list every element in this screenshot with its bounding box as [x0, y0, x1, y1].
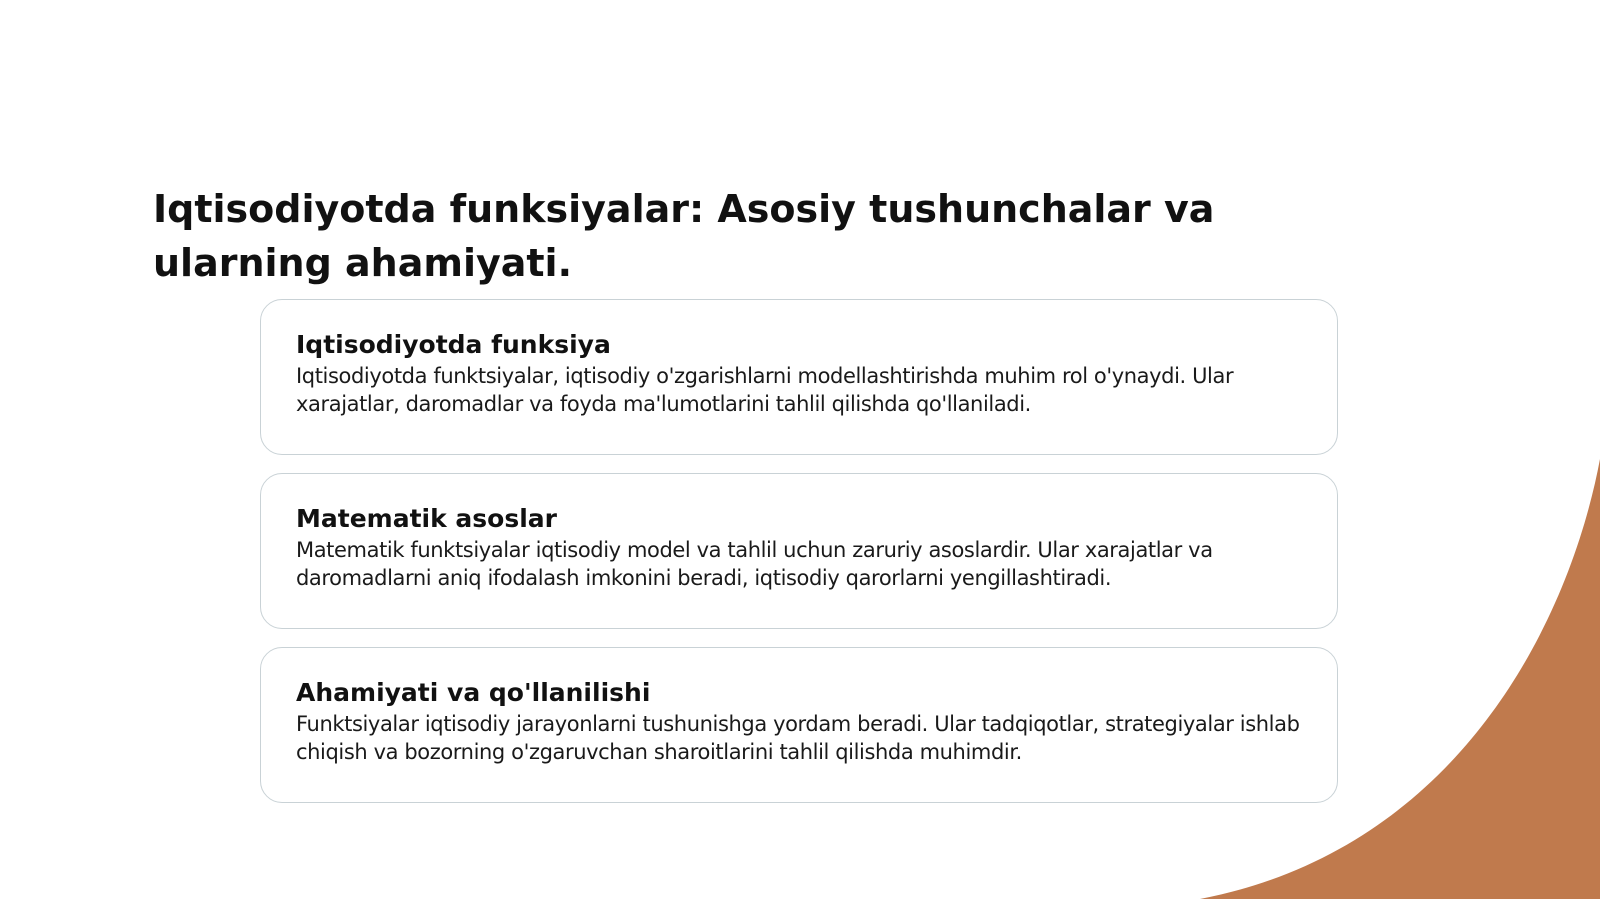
card-text: Matematik funktsiyalar iqtisodiy model va tahlil uchun zaruriy asoslardir. Ular xarajatlar va daromadlarni aniq ifodalash imkonini beradi, iqtisodiy qarorlarni yengillashtiradi. [296, 538, 1213, 590]
card-title: Ahamiyati va qo'llanilishi [296, 678, 651, 707]
card-title: Iqtisodiyotda funksiya [296, 330, 611, 359]
card-ahamiyati-va-qollanilishi [260, 647, 1338, 803]
card-title: Matematik asoslar [296, 504, 557, 533]
card-matematik-asoslar [260, 473, 1338, 629]
card-iqtisodiyotda-funksiya [260, 299, 1338, 455]
card-text: Iqtisodiyotda funktsiyalar, iqtisodiy o'zgarishlarni modellashtirishda muhim rol o'ynaydi. Ular xarajatlar, daromadlar va foyda ma'lumotlarini tahlil qilishda qo'llaniladi. [296, 364, 1234, 416]
card-text: Funktsiyalar iqtisodiy jarayonlarni tushunishga yordam beradi. Ular tadqiqotlar, strategiyalar ishlab chiqish va bozorning o'zgaruvchan sharoitlarini tahlil qilishda muhimdir. [296, 712, 1300, 764]
slide-title: Iqtisodiyotda funksiyalar: Asosiy tushunchalar va ularning ahamiyati. [153, 187, 1215, 285]
